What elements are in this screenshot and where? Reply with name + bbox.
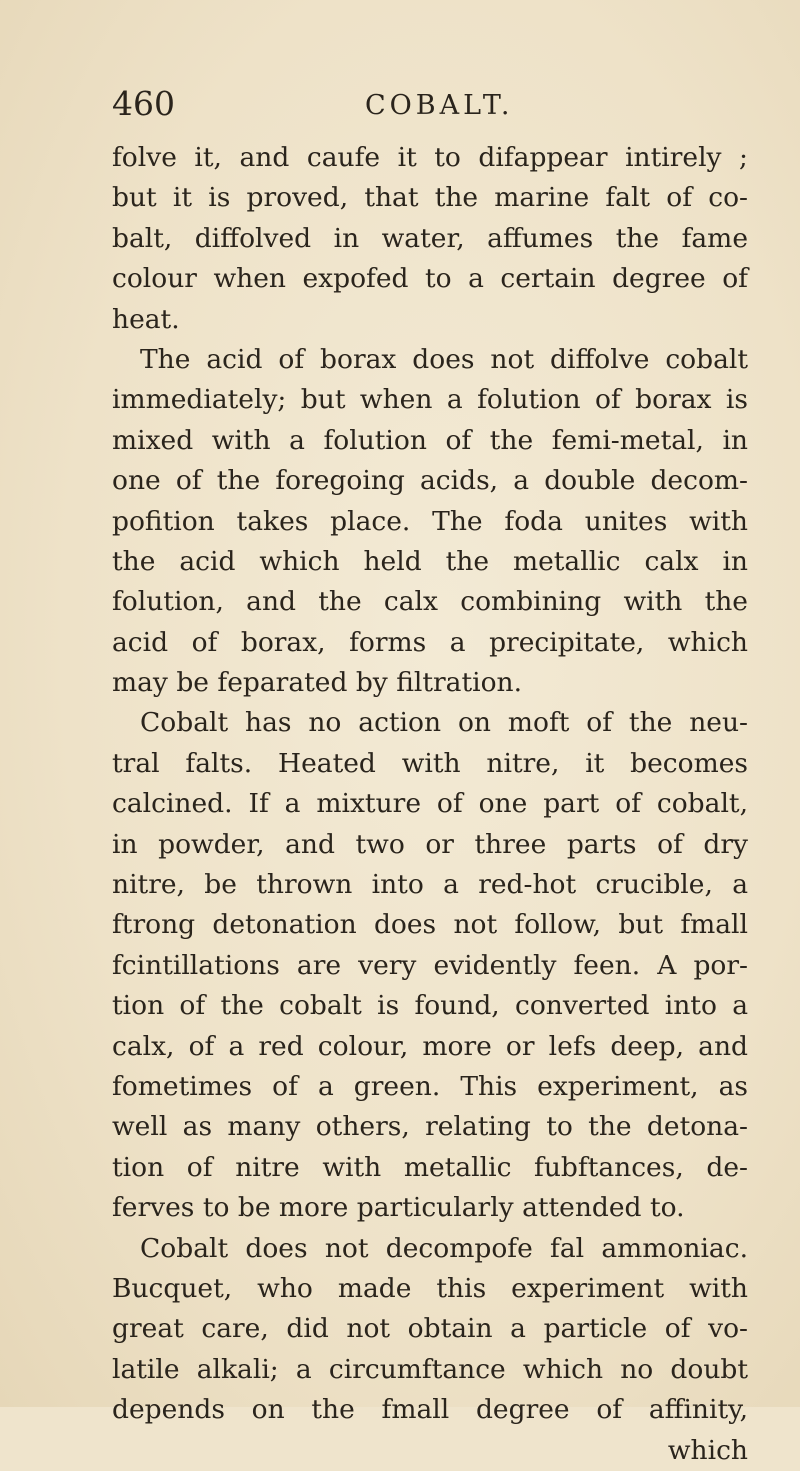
- text-line: tion of the cobalt is found, converted into a: [112, 990, 748, 1022]
- page-header: [112, 84, 742, 134]
- text-line: colour when expofed to a certain degree of: [112, 263, 748, 295]
- running-head: COBALT.: [365, 90, 514, 121]
- text-line: ftrong detonation does not follow, but fmall: [112, 909, 748, 941]
- body-text: [112, 138, 748, 1471]
- text-line: the acid which held the metallic calx in: [112, 545, 748, 577]
- text-line: mixed with a folution of the femi-metal, in: [112, 424, 748, 456]
- text-line: well as many others, relating to the detona-: [112, 1111, 748, 1143]
- text-line: nitre, be thrown into a red-hot crucible, a: [112, 869, 748, 901]
- text-line: fometimes of a green. This experiment, as: [112, 1070, 748, 1102]
- text-line: balt, diffolved in water, affumes the fame: [112, 222, 748, 254]
- text-line: Cobalt has no action on moft of the neu-: [140, 707, 748, 739]
- text-line: Bucquet, who made this experiment with: [112, 1272, 748, 1304]
- text-line: folution, and the calx combining with the: [112, 586, 748, 618]
- text-line: in powder, and two or three parts of dry: [112, 828, 748, 860]
- page-number: 460: [112, 84, 175, 123]
- text-line: which: [667, 1434, 748, 1466]
- text-line: ferves to be more particularly attended to.: [112, 1192, 685, 1224]
- text-line: pofition takes place. The foda unites with: [112, 505, 748, 537]
- text-line: fcintillations are very evidently feen. A por-: [112, 949, 748, 981]
- text-line: calcined. If a mixture of one part of cobalt,: [112, 788, 748, 820]
- text-line: immediately; but when a folution of borax is: [112, 384, 748, 416]
- text-line: tion of nitre with metallic fubftances, de-: [112, 1151, 748, 1183]
- text-line: The acid of borax does not diffolve cobalt: [140, 343, 748, 375]
- text-line: one of the foregoing acids, a double decom-: [112, 465, 748, 497]
- text-line: but it is proved, that the marine falt of co-: [112, 182, 748, 214]
- text-line: acid of borax, forms a precipitate, which: [112, 626, 748, 658]
- text-line: may be feparated by filtration.: [112, 667, 523, 699]
- text-line: latile alkali; a circumftance which no doubt: [112, 1353, 748, 1385]
- text-line: folve it, and caufe it to difappear intirely ;: [112, 142, 748, 173]
- text-line: calx, of a red colour, more or lefs deep, and: [112, 1030, 748, 1062]
- text-line: Cobalt does not decompofe fal ammoniac.: [140, 1232, 748, 1264]
- text-line: heat.: [112, 303, 180, 335]
- text-line: depends on the fmall degree of affinity,: [112, 1394, 748, 1426]
- text-line: great care, did not obtain a particle of vo-: [112, 1313, 748, 1345]
- text-line: tral falts. Heated with nitre, it becomes: [112, 747, 748, 779]
